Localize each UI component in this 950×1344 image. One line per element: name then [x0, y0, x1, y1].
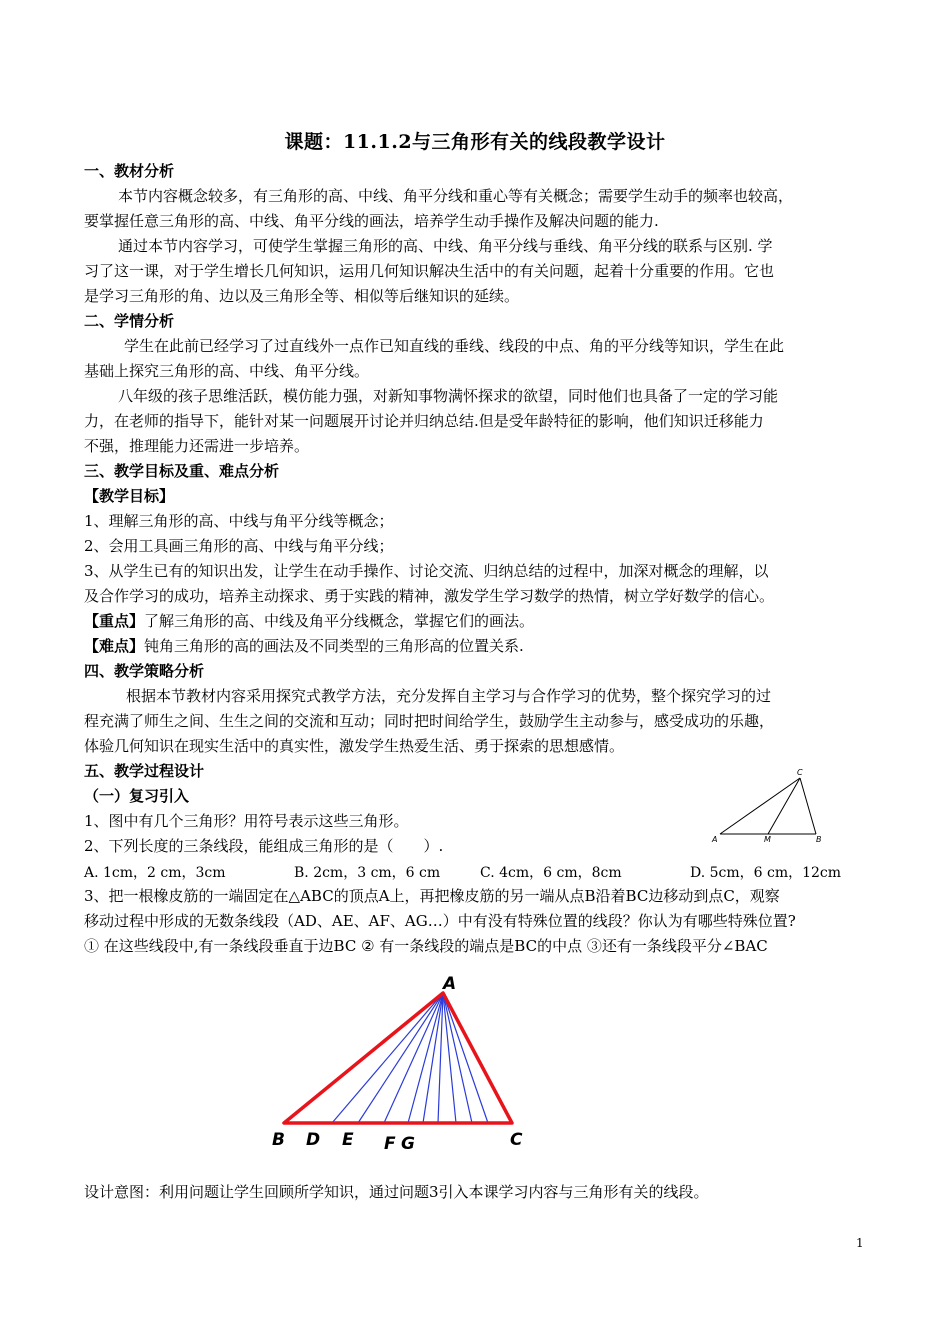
key-point-text: 了解三角形的高、中线及角平分线概念，掌握它们的画法。: [144, 612, 535, 630]
rubber-band-triangle-figure: [260, 965, 550, 1160]
point-label-f: F: [384, 1134, 396, 1154]
vertex-label-c: C: [510, 1130, 523, 1150]
difficult-point-label: 【难点】: [84, 637, 145, 655]
question-3-answers: ① 在这些线段中,有一条线段垂直于边BC ② 有一条线段的端点是BC的中点 ③还有一条线段平分∠BAC: [84, 937, 768, 955]
option-a: A. 1cm，2 cm，3cm: [84, 865, 226, 881]
paragraph-line: 程充满了师生之间、生生之间的交流和互动；同时把时间给学生，鼓励学生主动参与，感受成功的乐趣，: [84, 712, 775, 730]
option-c: C. 4cm，6 cm，8cm: [480, 865, 622, 881]
question-2: 2、下列长度的三条线段，能组成三角形的是（ ）.: [84, 837, 444, 855]
point-label-m: M: [764, 835, 771, 844]
triangle-abc: [284, 993, 512, 1123]
goals-label: 【教学目标】: [84, 487, 175, 505]
question-3: 3、把一根橡皮筋的一端固定在△ABC的顶点A上，再把橡皮筋的另一端从点B沿着BC边移动到点C，观察: [84, 887, 780, 905]
goal-item: 1、理解三角形的高、中线与角平分线等概念；: [84, 512, 394, 530]
section-heading-textbook-analysis: 一、教材分析: [84, 162, 175, 180]
difficult-point-text: 钝角三角形的高的画法及不同类型的三角形高的位置关系.: [144, 637, 524, 655]
paragraph-line: 力，在老师的指导下，能针对某一问题展开讨论并归纳总结.但是受年龄特征的影响，他们知识迁移能力: [84, 412, 764, 430]
paragraph-line: 体验几何知识在现实生活中的真实性，激发学生热爱生活、勇于探索的思想感情。: [84, 737, 625, 755]
goal-item: 2、会用工具画三角形的高、中线与角平分线；: [84, 537, 394, 555]
paragraph-line: 八年级的孩子思维活跃，模仿能力强，对新知事物满怀探求的欲望，同时他们也具备了一定的学习能: [118, 387, 779, 405]
point-label-g: G: [401, 1134, 415, 1154]
vertex-label-b: B: [816, 835, 822, 844]
paragraph-line: 基础上探究三角形的高、中线、角平分线。: [84, 362, 370, 380]
goal-item: 3、从学生已有的知识出发，让学生在动手操作、讨论交流、归纳总结的过程中，加深对概念的理解，以: [84, 562, 769, 580]
point-label-e: E: [342, 1130, 354, 1150]
vertex-label-b: B: [272, 1130, 285, 1150]
page-number: 1: [856, 1236, 864, 1250]
paragraph-line: 要掌握任意三角形的高、中线、角平分线的画法，培养学生动手操作及解决问题的能力.: [84, 212, 659, 230]
vertex-label-a: A: [443, 974, 457, 994]
fan-segments: [332, 993, 488, 1123]
option-d: D. 5cm，6 cm，12cm: [690, 865, 842, 881]
section-heading-student-analysis: 二、学情分析: [84, 312, 175, 330]
option-b: B. 2cm，3 cm，6 cm: [294, 865, 441, 881]
subsection-review: （一）复习引入: [84, 787, 190, 805]
difficult-point: [84, 637, 874, 655]
paragraph-line: 不强，推理能力还需进一步培养。: [84, 437, 310, 455]
paragraph-line: 本节内容概念较多，有三角形的高、中线、角平分线和重心等有关概念；需要学生动手的频率也较高，: [118, 187, 794, 205]
question-1: 1、图中有几个三角形？用符号表示这些三角形。: [84, 812, 409, 830]
small-triangle-figure: [700, 766, 840, 846]
section-heading-process: 五、教学过程设计: [84, 762, 205, 780]
vertex-label-c: C: [797, 768, 803, 777]
paragraph-line: 通过本节内容学习，可使学生掌握三角形的高、中线、角平分线与垂线、角平分线的联系与区别. 学: [118, 237, 773, 255]
question-3-cont: 移动过程中形成的无数条线段（AD、AE、AF、AG…）中有没有特殊位置的线段？你认为有哪些特殊位置?: [84, 912, 796, 930]
key-point-label: 【重点】: [84, 612, 145, 630]
section-heading-goals: 三、教学目标及重、难点分析: [84, 462, 280, 480]
point-label-d: D: [306, 1130, 321, 1150]
section-heading-strategy: 四、教学策略分析: [84, 662, 205, 680]
key-point: [84, 612, 874, 630]
vertex-label-a: A: [712, 835, 718, 844]
paragraph-line: 习了这一课，对于学生增长几何知识，运用几何知识解决生活中的有关问题，起着十分重要的作用。它也: [84, 262, 775, 280]
paragraph-line: 是学习三角形的角、边以及三角形全等、相似等后继知识的延续。: [84, 287, 520, 305]
paragraph-line: 根据本节教材内容采用探究式教学方法，充分发挥自主学习与合作学习的优势，整个探究学习的过: [126, 687, 772, 705]
goal-item: 及合作学习的成功，培养主动探求、勇于实践的精神，激发学生学习数学的热情，树立学好数学的信心。: [84, 587, 775, 605]
design-intent: 设计意图：利用问题让学生回顾所学知识，通过问题3引入本课学习内容与三角形有关的线段。: [84, 1183, 709, 1201]
paragraph-line: 学生在此前已经学习了过直线外一点作已知直线的垂线、线段的中点、角的平分线等知识，学生在此: [124, 337, 785, 355]
page-title: 课题：11.1.2与三角形有关的线段教学设计: [284, 131, 666, 153]
